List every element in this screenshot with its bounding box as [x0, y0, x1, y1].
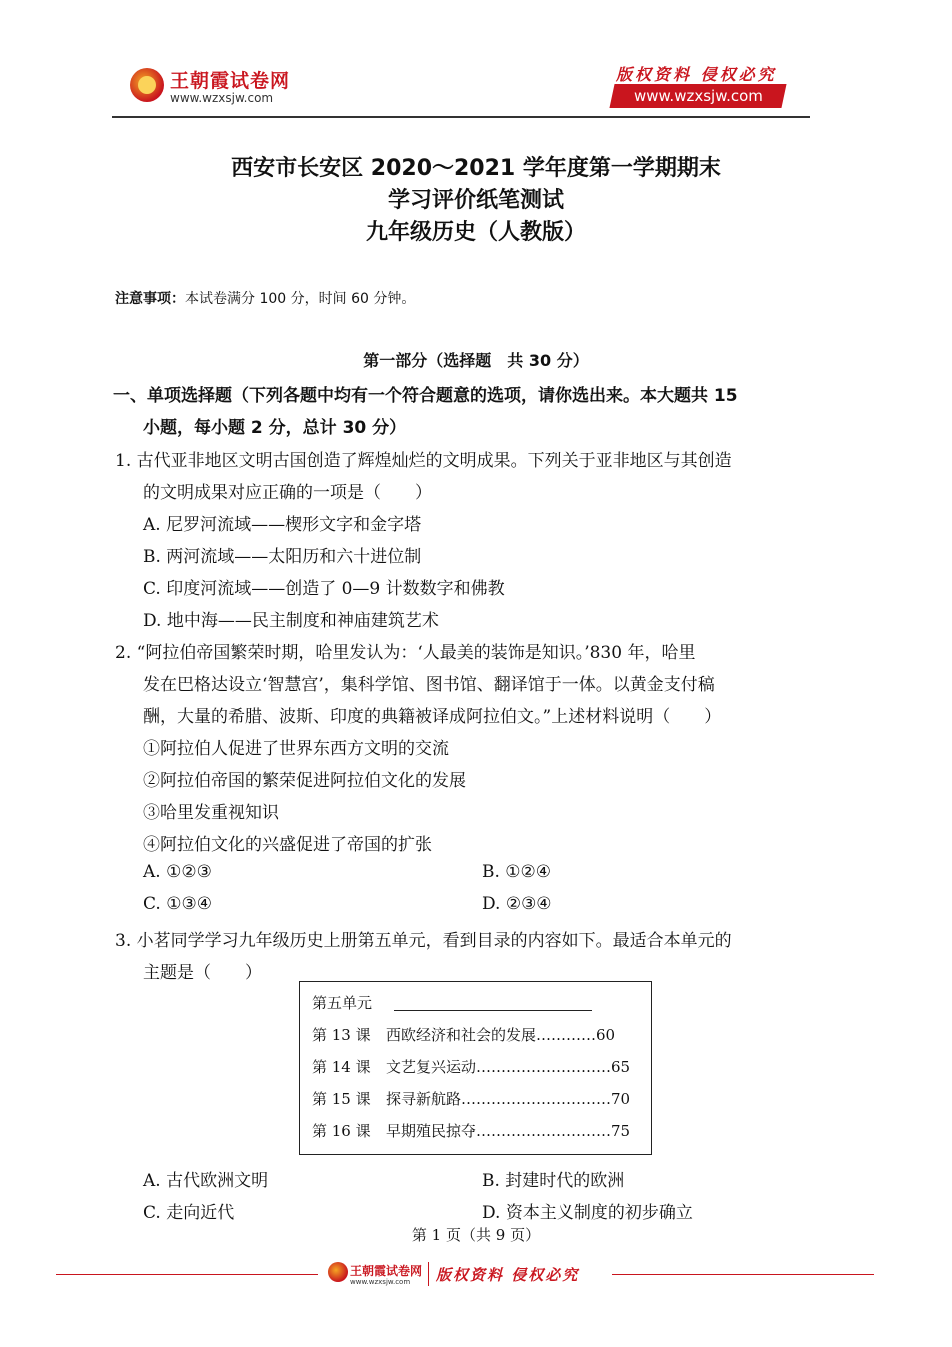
footer-slogan: 版权资料 侵权必究 [436, 1266, 580, 1284]
q1-option-a[interactable]: A. 尼罗河流域——楔形文字和金字塔 [143, 515, 422, 535]
toc-page-number: 60 [596, 1026, 616, 1044]
q3-stem-line-2: 主题是（ ） [143, 963, 262, 983]
q2-stem-line-2: 发在巴格达设立‘智慧宫’，集科学馆、图书馆、翻译馆于一体。以黄金支付稿 [143, 675, 715, 695]
q1-stem-line-2: 的文明成果对应正确的一项是（ ） [143, 483, 432, 503]
toc-page-number: 65 [611, 1058, 631, 1076]
toc-page-number: 75 [611, 1122, 631, 1140]
q3-option-b[interactable]: B. 封建时代的欧洲 [482, 1171, 625, 1191]
q2-option-b[interactable]: B. ①②④ [482, 862, 552, 882]
q2-stem-line-3: 酬，大量的希腊、波斯、印度的典籍被译成阿拉伯文。”上述材料说明（ ） [143, 707, 722, 727]
page-number: 第 1 页（共 9 页） [411, 1226, 541, 1244]
q2-option-a[interactable]: A. ①②③ [143, 862, 212, 882]
toc-row [312, 1088, 630, 1109]
toc-lesson-label: 第 14 课 [312, 1058, 371, 1076]
toc-leader-dots: ……………………… [476, 1122, 612, 1140]
toc-leader-dots: ………………………… [461, 1090, 612, 1108]
q3-option-c[interactable]: C. 走向近代 [143, 1203, 235, 1223]
site-url-banner[interactable]: www.wzxsjw.com [609, 84, 786, 108]
part1-instructions-line-2: 小题，每小题 2 分，总计 30 分） [143, 418, 407, 438]
part1-instructions-line-1: 一、单项选择题（下列各题中均有一个符合题意的选项，请你选出来。本大题共 15 [113, 386, 738, 406]
footer-logo-title: 王朝霞试卷网 [350, 1264, 423, 1278]
q2-stem-line-1: 2. “阿拉伯帝国繁荣时期，哈里发认为：‘人最美的装饰是知识。’830 年，哈里 [115, 643, 696, 663]
logo-url: www.wzxsjw.com [170, 91, 274, 105]
exam-title-line-3: 九年级历史（人教版） [365, 220, 586, 245]
section-heading: 第一部分（选择题 共 30 分） [363, 351, 589, 370]
exam-title-line-1: 西安市长安区 2020～2021 学年度第一学期期末 [231, 156, 721, 181]
q1-stem-line-1: 1. 古代亚非地区文明古国创造了辉煌灿烂的文明成果。下列关于亚非地区与其创造 [115, 451, 732, 471]
q2-option-d[interactable]: D. ②③④ [482, 894, 552, 914]
toc-blank-line [394, 1010, 592, 1011]
q3-option-a[interactable]: A. 古代欧洲文明 [143, 1171, 269, 1191]
toc-leader-dots: ………… [536, 1026, 597, 1044]
notice-text: 本试卷满分 100 分，时间 60 分钟。 [185, 291, 416, 307]
toc-unit-label: 第五单元 [312, 994, 373, 1012]
q1-option-c[interactable]: C. 印度河流域——创造了 0—9 计数数字和佛教 [143, 579, 505, 599]
toc-lesson-title: 西欧经济和社会的发展 [386, 1026, 537, 1044]
notice-label: 注意事项： [115, 291, 185, 307]
q3-stem-line-1: 3. 小茗同学学习九年级历史上册第五单元，看到目录的内容如下。最适合本单元的 [115, 931, 732, 951]
q1-option-b[interactable]: B. 两河流域——太阳历和六十进位制 [143, 547, 422, 567]
q3-option-d[interactable]: D. 资本主义制度的初步确立 [482, 1203, 693, 1223]
logo-badge-icon [130, 68, 164, 102]
toc-lesson-label: 第 13 课 [312, 1026, 371, 1044]
toc-row [312, 1056, 630, 1077]
table-of-contents-box [299, 981, 652, 1155]
footer-rule-right [612, 1274, 874, 1275]
q1-option-d[interactable]: D. 地中海——民主制度和神庙建筑艺术 [143, 611, 439, 631]
toc-lesson-title: 探寻新航路 [386, 1090, 462, 1108]
q2-statement-1: ①阿拉伯人促进了世界东西方文明的交流 [143, 739, 449, 759]
footer-separator [428, 1262, 429, 1286]
toc-lesson-title: 文艺复兴运动 [386, 1058, 477, 1076]
footer-logo-url: www.wzxsjw.com [350, 1278, 411, 1286]
toc-lesson-title: 早期殖民掠夺 [386, 1122, 477, 1140]
q2-statement-4: ④阿拉伯文化的兴盛促进了帝国的扩张 [143, 835, 432, 855]
toc-lesson-label: 第 16 课 [312, 1122, 371, 1140]
q2-option-c[interactable]: C. ①③④ [143, 894, 212, 914]
logo-title: 王朝霞试卷网 [170, 70, 291, 92]
footer-logo-badge-icon [328, 1262, 348, 1282]
header-divider [112, 116, 810, 118]
q2-statement-2: ②阿拉伯帝国的繁荣促进阿拉伯文化的发展 [143, 771, 466, 791]
toc-page-number: 70 [611, 1090, 631, 1108]
toc-row [312, 1024, 615, 1045]
copyright-slogan: 版权资料 侵权必究 [616, 65, 777, 84]
q2-statement-3: ③哈里发重视知识 [143, 803, 279, 823]
footer-rule-left [56, 1274, 318, 1275]
toc-row [312, 1120, 630, 1141]
toc-leader-dots: ……………………… [476, 1058, 612, 1076]
notice [115, 288, 415, 308]
exam-title-line-2: 学习评价纸笔测试 [387, 188, 564, 213]
toc-lesson-label: 第 15 课 [312, 1090, 371, 1108]
